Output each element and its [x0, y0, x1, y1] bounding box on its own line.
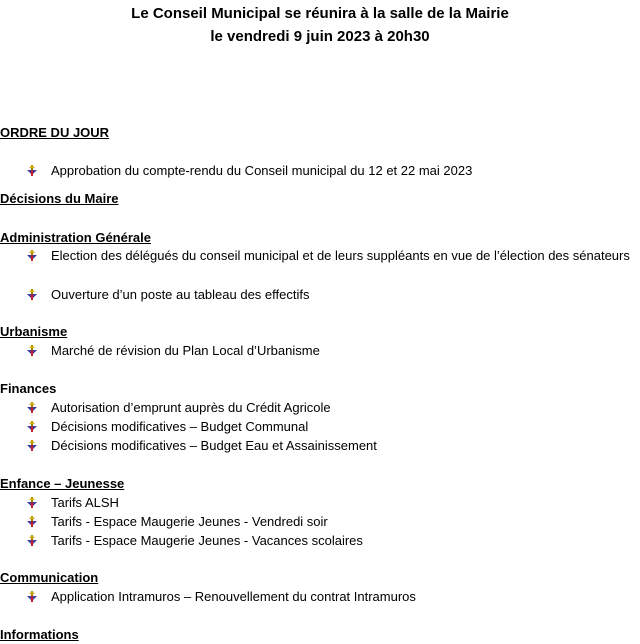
list-item — [26, 342, 640, 360]
list-item — [26, 162, 640, 180]
arrow-bullet-icon — [26, 588, 51, 606]
list-item — [26, 437, 640, 455]
list-item — [26, 513, 640, 531]
list-item — [26, 247, 640, 265]
list-item-text: Election des délégués du conseil municipal et de leurs suppléants en vue de l’élection des sénateurs — [51, 248, 630, 263]
section-heading-finances: Finances — [0, 381, 57, 396]
arrow-bullet-icon — [26, 532, 51, 550]
list-item-text: Approbation du compte-rendu du Conseil municipal du 12 et 22 mai 2023 — [51, 163, 473, 178]
arrow-bullet-icon — [26, 247, 51, 265]
list-item-text: Ouverture d’un poste au tableau des effectifs — [51, 287, 310, 302]
section-heading-communication: Communication — [0, 570, 99, 585]
list-item-text: Tarifs - Espace Maugerie Jeunes - Vendredi soir — [51, 514, 328, 529]
list-item-text: Tarifs - Espace Maugerie Jeunes - Vacances scolaires — [51, 533, 363, 548]
arrow-bullet-icon — [26, 342, 51, 360]
list-item-text: Tarifs ALSH — [51, 495, 119, 510]
arrow-bullet-icon — [26, 162, 51, 180]
section-heading-enfance-jeunesse: Enfance – Jeunesse — [0, 476, 125, 491]
arrow-bullet-icon — [26, 399, 51, 417]
list-item-text: Décisions modificatives – Budget Eau et Assainissement — [51, 438, 377, 453]
arrow-bullet-icon — [26, 286, 51, 304]
list-item — [26, 588, 640, 606]
section-heading-decisions-du-maire: Décisions du Maire — [0, 191, 119, 206]
list-item — [26, 286, 640, 304]
list-item-text: Marché de révision du Plan Local d’Urbanisme — [51, 343, 320, 358]
list-item — [26, 494, 640, 512]
meeting-title-line-2: le vendredi 9 juin 2023 à 20h30 — [210, 28, 430, 45]
section-heading-urbanisme: Urbanisme — [0, 324, 68, 339]
meeting-title-line-1: Le Conseil Municipal se réunira à la salle de la Mairie — [131, 5, 509, 22]
arrow-bullet-icon — [26, 494, 51, 512]
list-item-text: Application Intramuros – Renouvellement du contrat Intramuros — [51, 589, 416, 604]
list-item — [26, 418, 640, 436]
section-heading-ordre-du-jour: ORDRE DU JOUR — [0, 125, 110, 140]
arrow-bullet-icon — [26, 418, 51, 436]
section-heading-informations: Informations — [0, 627, 79, 642]
list-item-text: Décisions modificatives – Budget Communal — [51, 419, 309, 434]
list-item — [26, 532, 640, 550]
list-item — [26, 399, 640, 417]
list-item-text: Autorisation d’emprunt auprès du Crédit Agricole — [51, 400, 331, 415]
arrow-bullet-icon — [26, 437, 51, 455]
arrow-bullet-icon — [26, 513, 51, 531]
section-heading-administration-generale: Administration Générale — [0, 230, 151, 245]
